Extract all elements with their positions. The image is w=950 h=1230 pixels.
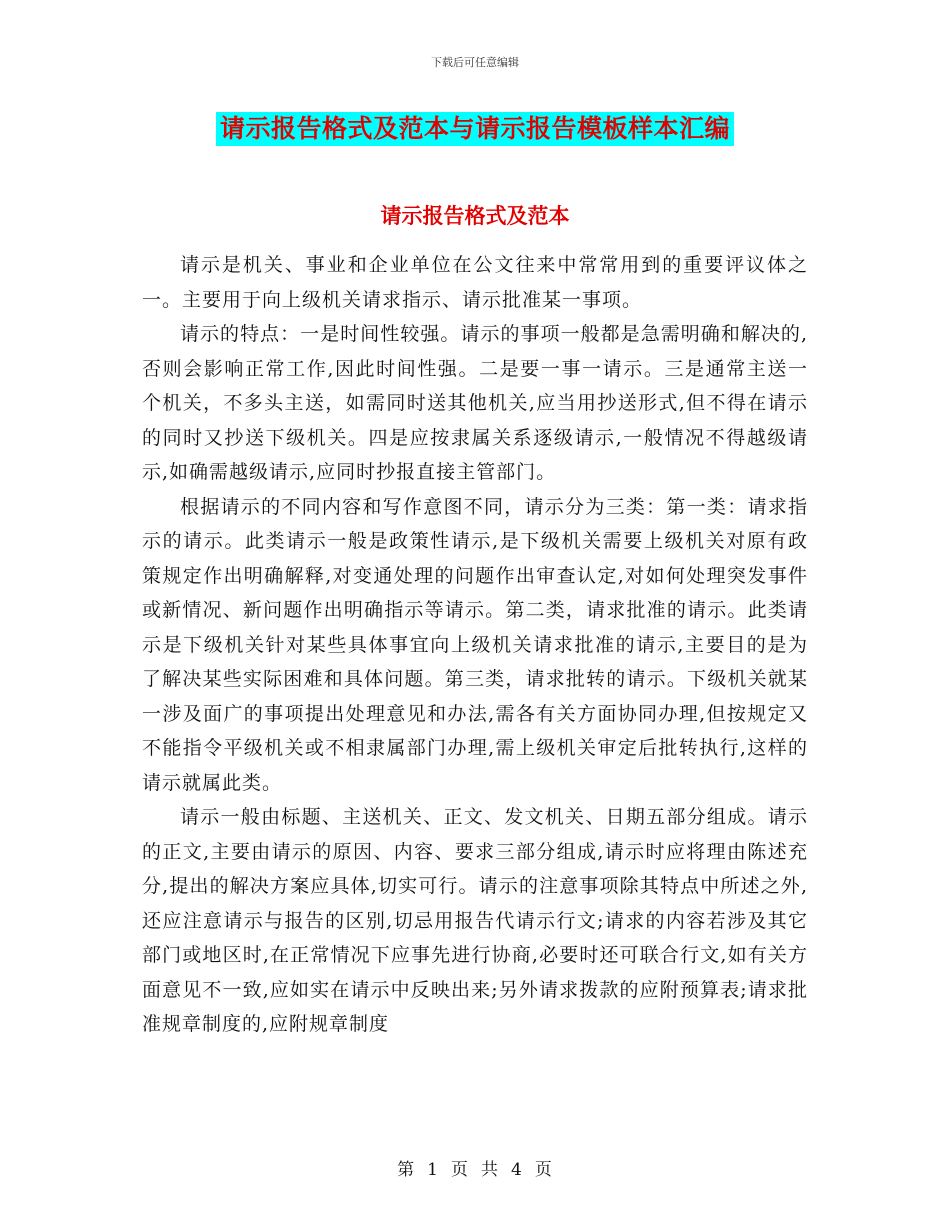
footer-prefix: 第	[397, 1160, 416, 1180]
paragraph: 请示是机关、事业和企业单位在公文往来中常常用到的重要评议体之一。主要用于向上级机关请求指示、请示批准某一事项。	[142, 254, 808, 311]
footer-total-prefix: 共	[481, 1160, 499, 1180]
paragraph: 请示一般由标题、主送机关、正文、发文机关、日期五部分组成。请示的正文,主要由请示的原因、内容、要求三部分组成,请示时应将理由陈述充分,提出的解决方案应具体,切实可行。请示的注意事项除其特点中所述之外,还应注意请示与报告的区别,切忌用报告代请示行文;请求的内容若涉及其它部门或地区时,在正常情况下应事先进行协商,必要时还可联合行文,如有关方面意见不一致,应如实在请示中反映出来;另外请求拨款的应附预算表;请求批准规章制度的,应附规章制度	[142, 806, 808, 1035]
paragraph: 请示的特点：一是时间性较强。请示的事项一般都是急需明确和解决的,否则会影响正常工作,因此时间性强。二是要一事一请示。三是通常主送一个机关，不多头主送，如需同时送其他机关,应当用抄送形式,但不得在请示的同时又抄送下级机关。四是应按隶属关系逐级请示,一般情况不得越级请示,如确需越级请示,应同时抄报直接主管部门。	[142, 323, 808, 483]
footer-total-unit: 页	[534, 1160, 553, 1180]
main-title-wrap	[0, 112, 950, 146]
page-footer	[0, 1155, 950, 1180]
footer-total-pages: 4	[511, 1160, 523, 1180]
header-note: 下载后可任意编辑	[431, 56, 519, 69]
footer-page-unit: 页	[451, 1160, 469, 1180]
section-title: 请示报告格式及范本	[380, 203, 570, 228]
footer-page-number: 1	[427, 1160, 439, 1180]
body-text	[142, 248, 808, 1042]
paragraph: 根据请示的不同内容和写作意图不同，请示分为三类：第一类：请求指示的请示。此类请示一般是政策性请示,是下级机关需要上级机关对原有政策规定作出明确解释,对变通处理的问题作出审查认定,对如何处理突发事件或新情况、新问题作出明确指示等请示。第二类，请求批准的请示。此类请示是下级机关针对某些具体事宜向上级机关请求批准的请示,主要目的是为了解决某些实际困难和具体问题。第三类，请求批转的请示。下级机关就某一涉及面广的事项提出处理意见和办法,需各有关方面协同办理,但按规定又不能指令平级机关或不相隶属部门办理,需上级机关审定后批转执行,这样的请示就属此类。	[142, 495, 808, 794]
main-title: 请示报告格式及范本与请示报告模板样本汇编	[216, 112, 734, 146]
